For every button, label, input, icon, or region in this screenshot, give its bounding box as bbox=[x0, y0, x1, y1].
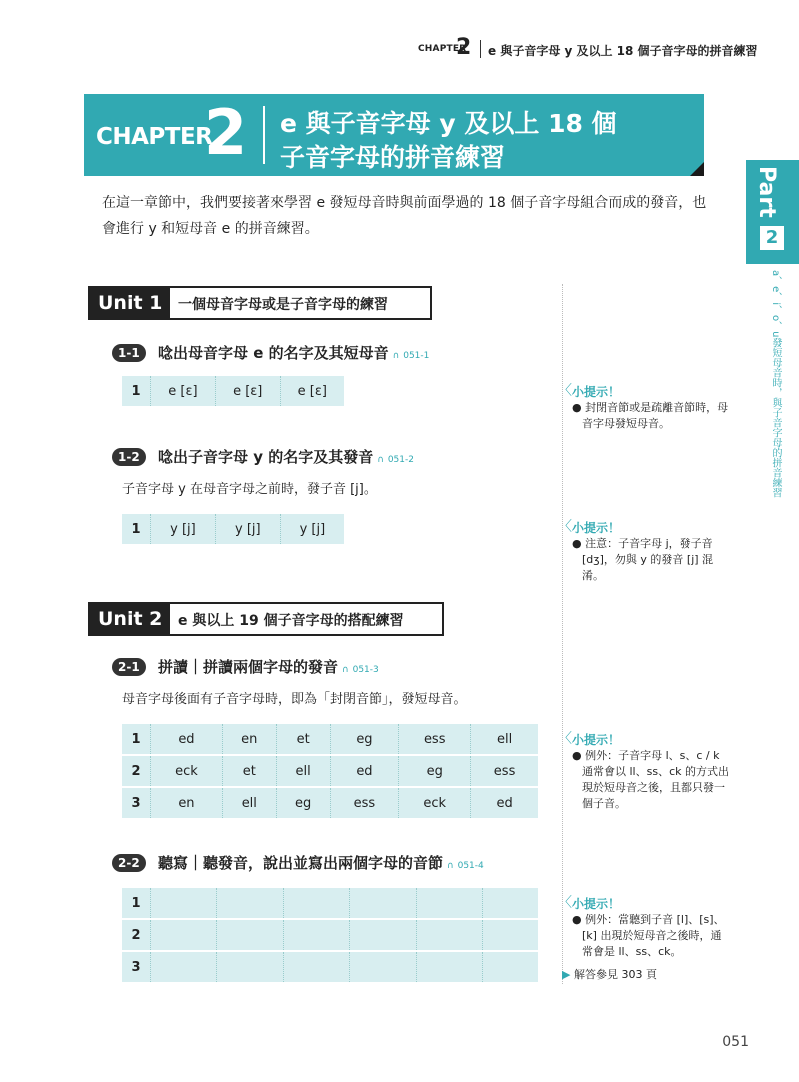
section-title: 唸出子音字母 y 的名字及其發音 bbox=[158, 448, 374, 466]
running-header-title: e 與子音字母 y 及以上 18 個子音字母的拼音練習 bbox=[488, 44, 758, 58]
section-pill: 1-1 bbox=[112, 344, 146, 362]
hint-box: 〈 小提示！ ● 例外：子音字母 l、s、c / k 通常會以 ll、ss、ck 的方式出現於短母音之後，且都只發一個子音。 bbox=[572, 732, 732, 812]
answer-cell[interactable] bbox=[416, 888, 482, 919]
table-cell: et bbox=[276, 724, 330, 755]
table-cell: en bbox=[151, 787, 223, 818]
chapter-title-line1: e 與子音字母 y 及以上 18 個 bbox=[280, 109, 617, 138]
audio-icon[interactable]: ∩ bbox=[392, 351, 400, 361]
section-pill: 2-1 bbox=[112, 658, 146, 676]
answer-cell[interactable] bbox=[483, 888, 538, 919]
divider bbox=[480, 40, 481, 58]
chevron-left-icon: 〈 bbox=[558, 895, 572, 911]
audio-track: 051-3 bbox=[352, 665, 379, 675]
table-cell: y [j] bbox=[280, 514, 344, 544]
section-note: 母音字母後面有子音字母時，即為「封閉音節」，發短母音。 bbox=[122, 692, 467, 707]
section-title: 拼讀｜拼讀兩個字母的發音 bbox=[158, 658, 339, 676]
audio-track: 051-2 bbox=[387, 455, 414, 465]
table-cell: e [ɛ] bbox=[280, 376, 344, 406]
table-cell: ed bbox=[151, 724, 223, 755]
row-number: 2 bbox=[122, 919, 151, 951]
table-cell: ess bbox=[330, 787, 399, 818]
table-2-1 bbox=[122, 724, 538, 818]
hint-text: 例外：子音字母 l、s、c / k 通常會以 ll、ss、ck 的方式出現於短母音之後，且都只發一個子音。 bbox=[582, 749, 729, 810]
unit1-title: 一個母音字母或是子音字母的練習 bbox=[178, 297, 388, 313]
section-2-1-heading bbox=[112, 656, 532, 678]
unit1-header bbox=[88, 286, 432, 320]
section-note: 子音字母 y 在母音字母之前時，發子音 [j]。 bbox=[122, 482, 377, 497]
answer-reference bbox=[562, 966, 657, 982]
table-1-1 bbox=[122, 376, 344, 406]
answer-cell[interactable] bbox=[283, 951, 349, 982]
section-2-2-heading bbox=[112, 852, 552, 874]
table-cell: eck bbox=[151, 755, 223, 787]
section-1-1-heading bbox=[112, 342, 532, 364]
table-cell: ell bbox=[276, 755, 330, 787]
section-1-2-heading bbox=[112, 446, 532, 468]
audio-icon[interactable]: ∩ bbox=[377, 455, 384, 465]
answer-cell[interactable] bbox=[416, 919, 482, 951]
row-number: 2 bbox=[122, 755, 151, 787]
chevron-left-icon: 〈 bbox=[558, 519, 572, 535]
row-number: 3 bbox=[122, 951, 151, 982]
hint-box: 〈 小提示！ ● 注意：子音字母 j，發子音 [dʒ]，勿與 y 的發音 [j] 混淆。 bbox=[572, 520, 732, 584]
unit2-title: e 與以上 19 個子音字母的搭配練習 bbox=[178, 613, 404, 629]
divider bbox=[263, 106, 265, 164]
section-pill: 2-2 bbox=[112, 854, 146, 872]
table-cell: e [ɛ] bbox=[151, 376, 216, 406]
hint-heading: 小提示！ bbox=[572, 733, 621, 747]
running-header bbox=[418, 35, 758, 62]
audio-track: 051-4 bbox=[457, 861, 484, 871]
table-row bbox=[122, 919, 538, 951]
audio-icon[interactable]: ∩ bbox=[447, 861, 454, 871]
triangle-right-icon: ▶ bbox=[562, 968, 571, 981]
chapter-number: 2 bbox=[204, 96, 248, 169]
unit1-badge: Unit 1 bbox=[90, 288, 170, 318]
table-row bbox=[122, 755, 538, 787]
hint-text: 封閉音節或是疏離音節時，母音字母發短母音。 bbox=[582, 401, 729, 430]
hint-text: 注意：子音字母 j，發子音 [dʒ]，勿與 y 的發音 [j] 混淆。 bbox=[582, 537, 714, 582]
table-cell: eg bbox=[399, 755, 471, 787]
answer-cell[interactable] bbox=[350, 888, 416, 919]
running-header-number: 2 bbox=[456, 35, 472, 60]
hint-heading: 小提示！ bbox=[572, 521, 621, 535]
chapter-title-line2: 子音字母的拼音練習 bbox=[280, 143, 506, 172]
table-cell: e [ɛ] bbox=[215, 376, 280, 406]
intro-paragraph: 在這一章節中，我們要接著來學習 e 發短母音時與前面學過的 18 個子音字母組合而成的發音，也會進行 y 和短母音 e 的拼音練習。 bbox=[102, 195, 707, 237]
row-number: 1 bbox=[122, 376, 151, 406]
audio-track: 051-1 bbox=[403, 351, 430, 361]
row-number: 3 bbox=[122, 787, 151, 818]
table-row bbox=[122, 888, 538, 919]
part-label: Part bbox=[754, 166, 779, 218]
chevron-left-icon: 〈 bbox=[558, 731, 572, 747]
unit2-header bbox=[88, 602, 444, 636]
table-cell: eg bbox=[330, 724, 399, 755]
table-cell: ess bbox=[471, 755, 538, 787]
corner-notch bbox=[690, 162, 704, 176]
audio-icon[interactable]: ∩ bbox=[342, 665, 349, 675]
table-cell: ed bbox=[330, 755, 399, 787]
table-row bbox=[122, 514, 344, 544]
hint-text: 例外：當聽到子音 [l]、[s]、[k] 出現於短母音之後時，通常會是 ll、ss、ck。 bbox=[582, 913, 725, 958]
answer-cell[interactable] bbox=[483, 919, 538, 951]
table-cell: ell bbox=[222, 787, 276, 818]
hint-box: 〈 小提示！ ● 封閉音節或是疏離音節時，母音字母發短母音。 bbox=[572, 384, 732, 432]
chapter-banner bbox=[84, 94, 704, 176]
section-pill: 1-2 bbox=[112, 448, 146, 466]
table-cell: ell bbox=[471, 724, 538, 755]
row-number: 1 bbox=[122, 888, 151, 919]
answer-cell[interactable] bbox=[416, 951, 482, 982]
row-number: 1 bbox=[122, 514, 151, 544]
table-row bbox=[122, 787, 538, 818]
part-tab bbox=[746, 160, 799, 264]
table-2-2 bbox=[122, 888, 538, 982]
running-header-label: CHAPTER bbox=[418, 44, 467, 54]
hint-heading: 小提示！ bbox=[572, 897, 621, 911]
table-1-2 bbox=[122, 514, 344, 544]
answer-cell[interactable] bbox=[151, 951, 217, 982]
hint-heading: 小提示！ bbox=[572, 385, 621, 399]
table-cell: et bbox=[222, 755, 276, 787]
answer-cell[interactable] bbox=[283, 919, 349, 951]
row-number: 1 bbox=[122, 724, 151, 755]
unit2-badge: Unit 2 bbox=[90, 604, 170, 634]
table-cell: eck bbox=[399, 787, 471, 818]
answer-cell[interactable] bbox=[283, 888, 349, 919]
part-number: 2 bbox=[760, 226, 784, 250]
table-row bbox=[122, 376, 344, 406]
table-row bbox=[122, 951, 538, 982]
answer-cell[interactable] bbox=[151, 919, 217, 951]
answer-cell[interactable] bbox=[151, 888, 217, 919]
section-title: 唸出母音字母 e 的名字及其短母音 bbox=[158, 344, 389, 362]
part-vertical-title: a、e、i、o、u發短母音時，與子音字母的拼音練習 bbox=[770, 270, 781, 498]
table-row bbox=[122, 724, 538, 755]
answer-cell[interactable] bbox=[217, 888, 283, 919]
table-cell: ed bbox=[471, 787, 538, 818]
table-cell: eg bbox=[276, 787, 330, 818]
answer-cell[interactable] bbox=[217, 919, 283, 951]
section-title: 聽寫｜聽發音，說出並寫出兩個字母的音節 bbox=[158, 854, 444, 872]
hint-box: 〈 小提示！ ● 例外：當聽到子音 [l]、[s]、[k] 出現於短母音之後時，通常會是 ll、ss、ck。 bbox=[572, 896, 732, 960]
table-cell: y [j] bbox=[215, 514, 280, 544]
answer-cell[interactable] bbox=[217, 951, 283, 982]
chapter-label: CHAPTER bbox=[96, 124, 213, 150]
table-cell: y [j] bbox=[151, 514, 216, 544]
answer-cell[interactable] bbox=[350, 919, 416, 951]
chevron-left-icon: 〈 bbox=[558, 383, 572, 399]
page-number: 051 bbox=[722, 1034, 749, 1050]
answer-reference-text: 解答參見 303 頁 bbox=[573, 968, 657, 981]
table-cell: ess bbox=[399, 724, 471, 755]
table-cell: en bbox=[222, 724, 276, 755]
answer-cell[interactable] bbox=[483, 951, 538, 982]
answer-cell[interactable] bbox=[350, 951, 416, 982]
